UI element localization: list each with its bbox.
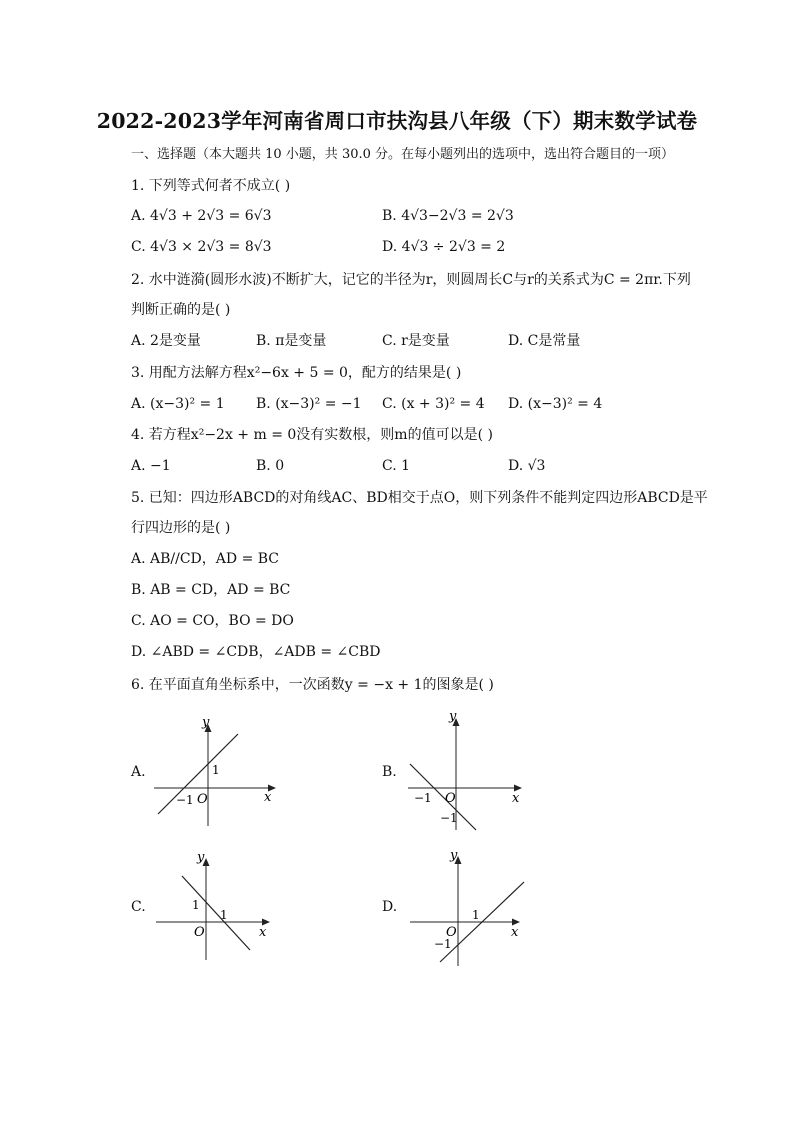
graph-c-y-label: y (197, 850, 205, 865)
graph-c-x-label: x (259, 925, 267, 940)
question-5-option-d: D. ∠ABD = ∠CDB，∠ADB = ∠CBD (131, 644, 381, 660)
question-1-option-b: B. 4√3−2√3 = 2√3 (382, 208, 514, 224)
graph-d-label: D. (382, 899, 398, 915)
graph-d-minus-one: −1 (434, 937, 452, 951)
graph-c-label: C. (131, 899, 146, 915)
graph-a (150, 712, 280, 830)
graph-c-line (182, 876, 250, 950)
question-3-option-a: A. (x−3)² = 1 (131, 396, 225, 412)
graph-a-origin: O (197, 792, 208, 807)
question-5-stem-line2: 行四边形的是( ) (131, 520, 231, 536)
graph-b-label: B. (382, 764, 397, 780)
question-2-stem-line1: 2. 水中涟漪(圆形水波)不断扩大，记它的半径为r，则圆周长C与r的关系式为C = 2πr.下列 (131, 272, 691, 288)
question-1-option-a: A. 4√3 + 2√3 = 6√3 (131, 208, 272, 224)
graph-c-one-x: 1 (220, 908, 228, 922)
graph-d-y-label: y (450, 848, 458, 863)
question-5-option-a: A. AB//CD，AD = BC (131, 551, 280, 567)
question-1-stem: 1. 下列等式何者不成立( ) (131, 178, 291, 194)
graph-b-minus-one: −1 (414, 791, 432, 805)
question-5-stem-line1: 5. 已知：四边形ABCD的对角线AC、BD相交于点O，则下列条件不能判定四边形ABCD是平 (131, 490, 708, 506)
question-3-option-d: D. (x−3)² = 4 (508, 396, 603, 412)
question-2-option-a: A. 2是变量 (131, 333, 201, 349)
question-2-option-d: D. C是常量 (508, 333, 581, 349)
question-4-option-d: D. √3 (508, 458, 546, 474)
graph-a-x-label: x (264, 790, 272, 805)
graph-b (400, 708, 530, 834)
graph-c-origin: O (194, 925, 205, 940)
graph-c-one-y: 1 (192, 898, 200, 912)
graph-d (400, 846, 530, 970)
question-4-stem: 4. 若方程x²−2x + m = 0没有实数根，则m的值可以是( ) (131, 427, 493, 443)
graph-c (150, 846, 280, 964)
question-3-option-b: B. (x−3)² = −1 (256, 396, 362, 412)
graph-a-label: A. (131, 764, 146, 780)
graph-a-one: 1 (212, 763, 220, 777)
graph-d-origin: O (446, 925, 457, 940)
section-heading: 一、选择题（本大题共 10 小题，共 30.0 分。在每小题列出的选项中，选出符合题目的一项） (131, 147, 675, 162)
question-5-option-c: C. AO = CO，BO = DO (131, 613, 294, 629)
question-3-stem: 3. 用配方法解方程x²−6x + 5 = 0，配方的结果是( ) (131, 365, 462, 381)
question-4-option-b: B. 0 (256, 458, 285, 474)
graph-b-origin: O (445, 791, 456, 806)
question-5-option-b: B. AB = CD，AD = BC (131, 582, 291, 598)
graph-d-one: 1 (472, 908, 480, 922)
graph-b-y-label: y (449, 709, 457, 724)
graph-b-minus-one-y: −1 (440, 811, 458, 825)
question-1-option-c: C. 4√3 × 2√3 = 8√3 (131, 239, 272, 255)
graph-a-minus-one: −1 (176, 793, 194, 807)
exam-title: 2022-2023学年河南省周口市扶沟县八年级（下）期末数学试卷 (96, 109, 698, 133)
question-2-option-c: C. r是变量 (382, 333, 450, 349)
question-4-option-c: C. 1 (382, 458, 411, 474)
question-1-option-d: D. 4√3 ÷ 2√3 = 2 (382, 239, 506, 255)
question-2-option-b: B. π是变量 (256, 333, 327, 349)
graph-a-y-label: y (202, 715, 210, 730)
question-4-option-a: A. −1 (131, 458, 171, 474)
graph-b-x-label: x (512, 791, 520, 806)
question-2-stem-line2: 判断正确的是( ) (131, 302, 231, 318)
graph-d-x-label: x (511, 925, 519, 940)
question-3-option-c: C. (x + 3)² = 4 (382, 396, 485, 412)
question-6-stem: 6. 在平面直角坐标系中，一次函数y = −x + 1的图象是( ) (131, 677, 494, 693)
